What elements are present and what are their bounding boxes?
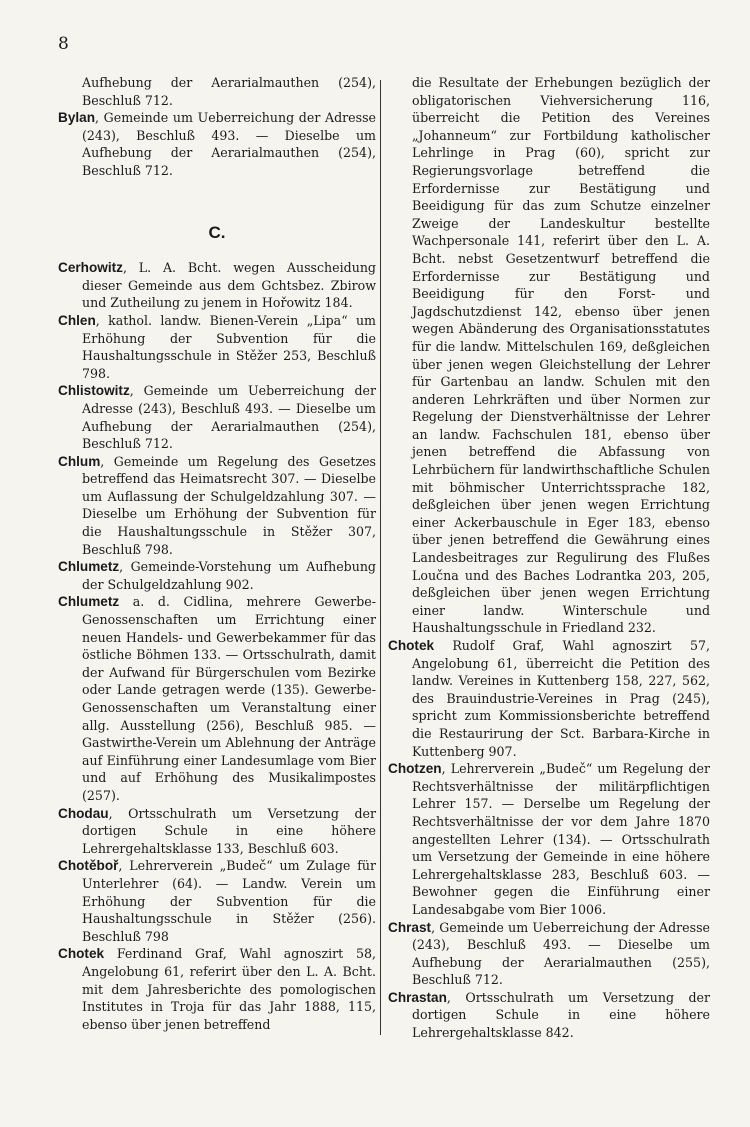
page-number: 8 — [58, 34, 69, 54]
entry-text: Ferdinand Graf, Wahl agnoszirt 58, Angelobung 61, referirt über den L. A. Bcht. mit dem Jahresberichte des pomologischen Institutes in Troja für das Jahr 1888, 115, ebenso über jenen betreffend — [82, 946, 376, 1032]
index-entry — [58, 857, 376, 945]
index-entry — [388, 637, 710, 760]
column-divider — [380, 80, 381, 1035]
entry-text: Aufhebung der Aerarialmauthen (254), Beschluß 712. — [82, 75, 376, 108]
index-entry — [388, 919, 710, 989]
entry-text: Rudolf Graf, Wahl agnoszirt 57, Angelobung 61, überreicht die Petition des landw. Vereines in Kuttenberg 158, 227, 562, des Brauindustrie-Vereines in Prag (245), spricht zum Kommissionsberichte betreffend die Restaurirung der Sct. Barbara-Kirche in Kuttenberg 907. — [412, 638, 710, 759]
entry-text: , Gemeinde um Ueberreichung der Adresse (243), Beschluß 493. — Dieselbe um Aufhebung der Aerarialmauthen (254), Beschluß 712. — [82, 110, 376, 178]
index-entry — [58, 74, 376, 109]
entry-text: a. d. Cidlina, mehrere Gewerbe-Genossenschaften um Errichtung einer neuen Handels- und Gewerbekammer für das östliche Böhmen 133. — Ortsschulrath, damit der Aufwand für Bürgerschulen vom Bezirke oder Lande getragen werde (135). Gewerbe-Genossenschaften um Veranstaltung einer allg. Ausstellung (256), Beschluß 985. — Gastwirthe-Verein um Ablehnung der Anträge auf Einführung einer Landesumlage vom Bier und auf Erhöhung des Musikalimpostes (257). — [82, 594, 376, 803]
entry-heading: Chotzen — [388, 761, 442, 777]
entry-text: die Resultate der Erhebungen bezüglich der obligatorischen Viehversicherung 116, überreicht die Petition des Vereines „Johanneum“ zur Fortbildung katholischer Lehrlinge in Prag (60), spricht zur Regierungsvorlage betreffend die Erfordernisse zur Bestätigung und Beeidigung für das zum Schutze einzelner Zweige der Landeskultur bestellte Wachpersonale 141, referirt über den L. A. Bcht. nebst Gesetzentwurf betreffend die Erfordernisse zur Bestätigung und Beeidigung für den Forst- und Jagdschutzdienst 142, ebenso über jenen wegen Abänderung des Organisationsstatutes für die landw. Mittelschulen 169, deßgleichen über jenen wegen Gleichstellung der Lehrer für Gartenbau an landw. Schulen mit den anderen Lehrkräften und über Normen zur Regelung der Dienstverhältnisse der Lehrer an landw. Fachschulen 181, ebenso über jenen betreffend die Abfassung von Lehrbüchern für landwirthschaftliche Schulen mit böhmischer Unterrichtssprache 182, deßgleichen über jenen wegen Errichtung einer Ackerbauschule in Eger 183, ebenso über jenen betreffend die Gewährung eines Landesbeitrages zur Regulirung des Flußes Loučna und des Baches Lodrantka 203, 205, deßgleichen über jenen wegen Errichtung einer landw. Winterschule und Haushaltungsschule in Friedland 232. — [412, 75, 710, 636]
entry-heading: Chodau — [58, 805, 109, 821]
entry-heading: Chlen — [58, 312, 96, 328]
index-entry — [58, 593, 376, 804]
entry-text: , Gemeinde um Ueberreichung der Adresse (243), Beschluß 493. — Dieselbe um Aufhebung der Aerarialmauthen (255), Beschluß 712. — [412, 919, 710, 988]
entry-heading: Chlum — [58, 453, 101, 469]
entry-text: , Gemeinde-Vorstehung um Aufhebung der Schulgeldzahlung 902. — [82, 559, 376, 592]
left-column — [58, 74, 376, 1033]
entry-text: , Ortsschulrath um Versetzung der dortigen Schule in eine höhere Lehrergehaltsklasse 133, Beschluß 603. — [82, 805, 376, 856]
entry-text: , Gemeinde um Ueberreichung der Adresse (243), Beschluß 493. — Dieselbe um Aufhebung der Aerarialmauthen (254), Beschluß 712. — [82, 383, 376, 452]
index-entry — [388, 989, 710, 1042]
entry-text: , Lehrerverein „Budeč“ um Zulage für Unterlehrer (64). — Landw. Verein um Erhöhung der Subvention für die Haushaltungsschule in Stěžer (256). Beschluß 798 — [82, 858, 376, 944]
entry-heading: Bylan — [58, 110, 96, 126]
index-entry — [58, 945, 376, 1033]
index-entry — [58, 312, 376, 382]
entry-heading: Chrast — [388, 919, 432, 935]
entry-heading: Cerhowitz — [58, 260, 123, 276]
entry-heading: Chlumetz — [58, 594, 120, 610]
entry-heading: Chotěboř — [58, 858, 119, 874]
entry-text: , kathol. landw. Bienen-Verein „Lipa“ um Erhöhung der Subvention für die Haushaltungsschule in Stěžer 253, Beschluß 798. — [82, 312, 376, 381]
index-entry — [388, 760, 710, 918]
entry-heading: Chlistowitz — [58, 383, 130, 399]
entry-text: , Ortsschulrath um Versetzung der dortigen Schule in eine höhere Lehrergehaltsklasse 842. — [412, 989, 710, 1041]
entry-heading: Chotek — [58, 946, 105, 962]
entry-heading: Chotek — [388, 638, 435, 653]
entry-heading: Chlumetz — [58, 559, 120, 575]
entry-text: , L. A. Bcht. wegen Ausscheidung dieser Gemeinde aus dem Gchtsbez. Zbirow und Zutheilung zu jenem in Hořowitz 184. — [82, 260, 376, 311]
index-entry — [58, 382, 376, 452]
index-entry — [58, 259, 376, 312]
index-entry — [58, 805, 376, 858]
index-entry — [388, 74, 710, 637]
index-entry — [58, 453, 376, 559]
entry-text: , Gemeinde um Regelung des Gesetzes betreffend das Heimatsrecht 307. — Dieselbe um Auflassung der Schulgeldzahlung 307. — Dieselbe um Erhöhung der Subvention für die Haushaltungsschule in Stěžer 307, Beschluß 798. — [82, 453, 376, 557]
entry-heading: Chrastan — [388, 989, 447, 1005]
entry-text: , Lehrerverein „Budeč“ um Regelung der Rechtsverhältnisse der militärpflichtigen Lehrer 157. — Derselbe um Regelung der Rechtsverhältnisse der vor dem Jahre 1870 angestellten Lehrer (134). — Ortsschulrath um Versetzung der Gemeinde in eine höhere Lehrergehaltsklasse 283, Beschluß 603. — Bewohner gegen die Einführung einer Landesabgabe vom Bier 1006. — [412, 761, 710, 917]
right-column — [388, 74, 710, 1042]
index-entry — [58, 109, 376, 179]
index-entry — [58, 558, 376, 593]
section-heading: C. — [208, 222, 226, 242]
